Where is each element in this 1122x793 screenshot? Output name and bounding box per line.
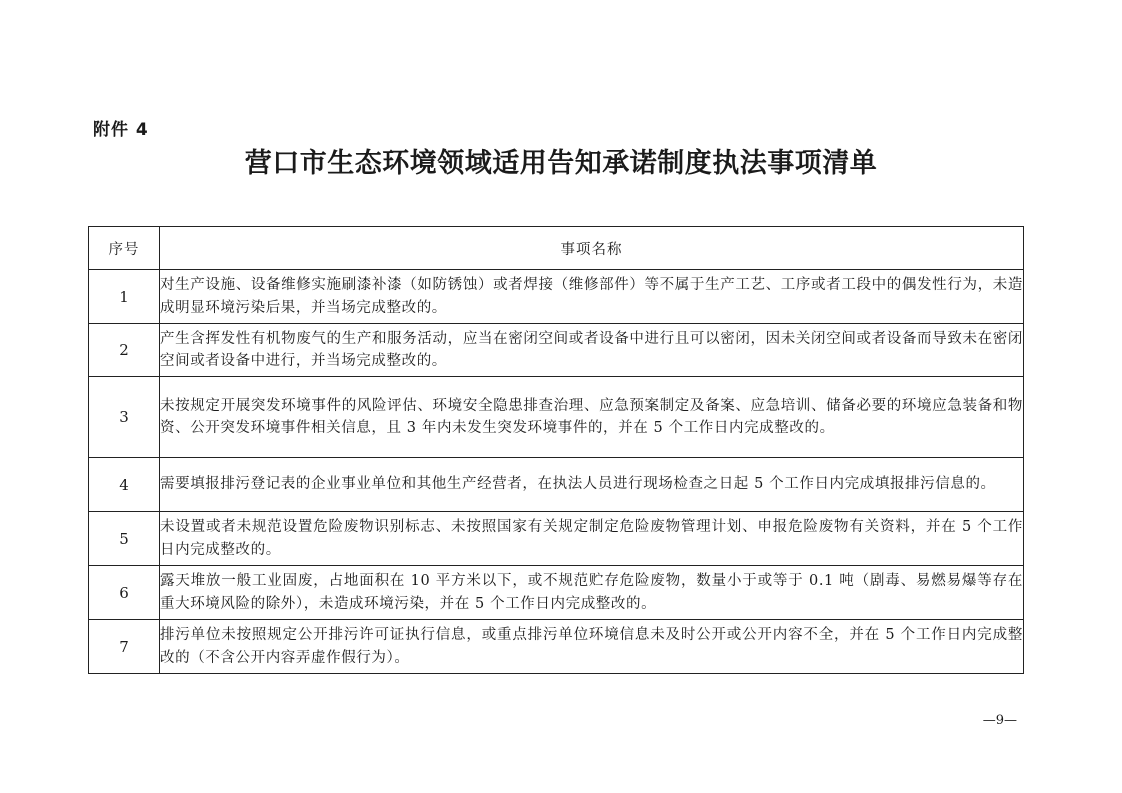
table-row — [89, 458, 1024, 512]
row-description: 产生含挥发性有机物废气的生产和服务活动，应当在密闭空间或者设备中进行且可以密闭，因未关闭空间或者设备而导致未在密闭空间或者设备中进行，并当场完成整改的。 — [160, 324, 1024, 377]
row-description: 露天堆放一般工业固废，占地面积在 10 平方米以下，或不规范贮存危险废物，数量小于或等于 0.1 吨（剧毒、易燃易爆等存在重大环境风险的除外），未造成环境污染，并在 5 个工作日内完成整改的。 — [160, 566, 1024, 620]
row-seq: 4 — [89, 458, 160, 512]
row-seq: 1 — [89, 270, 160, 324]
header-seq: 序号 — [89, 227, 160, 270]
row-seq: 6 — [89, 566, 160, 620]
table-row — [89, 620, 1024, 674]
row-seq: 2 — [89, 324, 160, 377]
row-description: 需要填报排污登记表的企业事业单位和其他生产经营者，在执法人员进行现场检查之日起 5 个工作日内完成填报排污信息的。 — [160, 458, 1024, 512]
row-description: 未设置或者未规范设置危险废物识别标志、未按照国家有关规定制定危险废物管理计划、申报危险废物有关资料，并在 5 个工作日内完成整改的。 — [160, 512, 1024, 566]
attachment-label: 附件 4 — [93, 120, 149, 140]
header-item-name: 事项名称 — [160, 227, 1024, 270]
row-seq: 7 — [89, 620, 160, 674]
table-row — [89, 270, 1024, 324]
row-description: 对生产设施、设备维修实施刷漆补漆（如防锈蚀）或者焊接（维修部件）等不属于生产工艺、工序或者工段中的偶发性行为，未造成明显环境污染后果，并当场完成整改的。 — [160, 270, 1024, 324]
table-row — [89, 377, 1024, 458]
row-description: 排污单位未按照规定公开排污许可证执行信息，或重点排污单位环境信息未及时公开或公开内容不全，并在 5 个工作日内完成整改的（不含公开内容弄虚作假行为）。 — [160, 620, 1024, 674]
row-seq: 3 — [89, 377, 160, 458]
table-row — [89, 324, 1024, 377]
table-header-row — [89, 227, 1024, 270]
items-table — [88, 226, 1024, 674]
document-title: 营口市生态环境领域适用告知承诺制度执法事项清单 — [244, 148, 878, 179]
row-seq: 5 — [89, 512, 160, 566]
row-description: 未按规定开展突发环境事件的风险评估、环境安全隐患排查治理、应急预案制定及备案、应急培训、储备必要的环境应急装备和物资、公开突发环境事件相关信息，且 3 年内未发生突发环境事件的，并在 5 个工作日内完成整改的。 — [160, 377, 1024, 458]
table-row — [89, 566, 1024, 620]
table-row — [89, 512, 1024, 566]
page-number: —9— — [982, 713, 1017, 728]
